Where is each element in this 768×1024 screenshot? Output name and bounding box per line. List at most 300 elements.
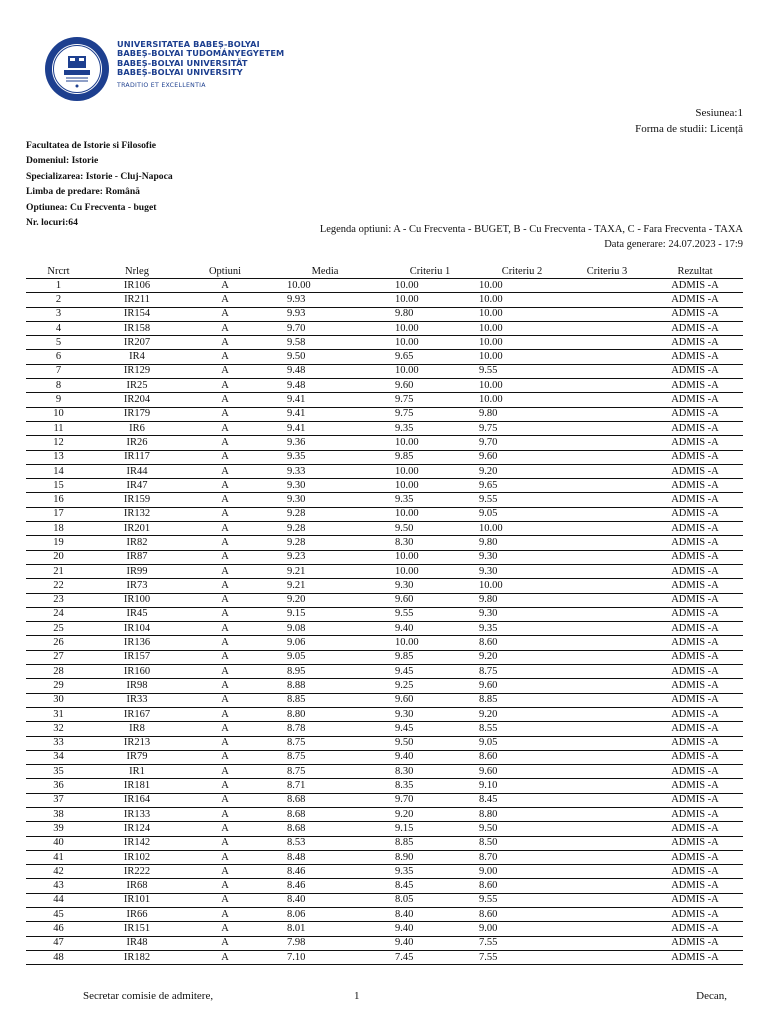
row-number: 22 (26, 579, 91, 593)
result: ADMIS -A (647, 807, 743, 821)
table-row (26, 793, 743, 807)
result: ADMIS -A (647, 679, 743, 693)
option-label: Optiunea: Cu Frecventa - buget (26, 201, 157, 213)
criterion-2: 8.60 (477, 879, 567, 893)
criterion-3 (567, 750, 647, 764)
registration-number: IR182 (91, 950, 183, 964)
option: A (183, 922, 267, 936)
criterion-3 (567, 607, 647, 621)
result: ADMIS -A (647, 550, 743, 564)
criterion-1: 10.00 (383, 293, 477, 307)
registration-number: IR129 (91, 364, 183, 378)
criterion-3 (567, 464, 647, 478)
average-grade: 8.68 (267, 807, 383, 821)
average-grade: 8.78 (267, 722, 383, 736)
registration-number: IR25 (91, 379, 183, 393)
average-grade: 9.36 (267, 436, 383, 450)
criterion-2: 8.60 (477, 750, 567, 764)
result: ADMIS -A (647, 536, 743, 550)
table-row (26, 493, 743, 507)
criterion-1: 10.00 (383, 364, 477, 378)
registration-number: IR82 (91, 536, 183, 550)
table-row (26, 693, 743, 707)
result: ADMIS -A (647, 350, 743, 364)
registration-number: IR104 (91, 622, 183, 636)
average-grade: 9.15 (267, 607, 383, 621)
criterion-1: 10.00 (383, 479, 477, 493)
result: ADMIS -A (647, 593, 743, 607)
criterion-3 (567, 936, 647, 950)
table-row (26, 736, 743, 750)
criterion-3 (567, 493, 647, 507)
row-number: 24 (26, 607, 91, 621)
option: A (183, 307, 267, 321)
row-number: 13 (26, 450, 91, 464)
result: ADMIS -A (647, 279, 743, 293)
option: A (183, 950, 267, 964)
row-number: 20 (26, 550, 91, 564)
criterion-3 (567, 850, 647, 864)
criterion-2: 9.55 (477, 364, 567, 378)
average-grade: 8.75 (267, 765, 383, 779)
row-number: 29 (26, 679, 91, 693)
option: A (183, 822, 267, 836)
criterion-1: 9.40 (383, 922, 477, 936)
option: A (183, 579, 267, 593)
criterion-2: 10.00 (477, 293, 567, 307)
criterion-3 (567, 679, 647, 693)
registration-number: IR154 (91, 307, 183, 321)
criterion-2: 9.20 (477, 650, 567, 664)
table-row (26, 393, 743, 407)
column-header: Criteriu 1 (383, 264, 477, 279)
criterion-2: 10.00 (477, 522, 567, 536)
row-number: 35 (26, 765, 91, 779)
criterion-3 (567, 893, 647, 907)
criterion-2: 9.20 (477, 464, 567, 478)
criterion-3 (567, 522, 647, 536)
criterion-2: 8.50 (477, 836, 567, 850)
row-number: 27 (26, 650, 91, 664)
criterion-2: 8.45 (477, 793, 567, 807)
criterion-1: 10.00 (383, 464, 477, 478)
option: A (183, 421, 267, 435)
table-row (26, 679, 743, 693)
option: A (183, 479, 267, 493)
registration-number: IR151 (91, 922, 183, 936)
criterion-1: 9.60 (383, 593, 477, 607)
criterion-3 (567, 650, 647, 664)
criterion-2: 9.30 (477, 550, 567, 564)
table-row (26, 321, 743, 335)
average-grade: 9.23 (267, 550, 383, 564)
average-grade: 9.08 (267, 622, 383, 636)
criterion-3 (567, 950, 647, 964)
option: A (183, 593, 267, 607)
registration-number: IR79 (91, 750, 183, 764)
criterion-1: 9.35 (383, 493, 477, 507)
result: ADMIS -A (647, 450, 743, 464)
option: A (183, 793, 267, 807)
table-row (26, 550, 743, 564)
criterion-1: 9.15 (383, 822, 477, 836)
result: ADMIS -A (647, 393, 743, 407)
criterion-1: 8.90 (383, 850, 477, 864)
criterion-2: 9.35 (477, 622, 567, 636)
criterion-2: 8.75 (477, 665, 567, 679)
option: A (183, 464, 267, 478)
option: A (183, 493, 267, 507)
result: ADMIS -A (647, 421, 743, 435)
row-number: 4 (26, 321, 91, 335)
criterion-2: 9.50 (477, 822, 567, 836)
criterion-1: 9.85 (383, 650, 477, 664)
criterion-1: 10.00 (383, 279, 477, 293)
criterion-3 (567, 922, 647, 936)
row-number: 21 (26, 564, 91, 578)
table-row (26, 950, 743, 964)
result: ADMIS -A (647, 793, 743, 807)
result: ADMIS -A (647, 479, 743, 493)
registration-number: IR179 (91, 407, 183, 421)
average-grade: 8.53 (267, 836, 383, 850)
row-number: 30 (26, 693, 91, 707)
criterion-2: 7.55 (477, 936, 567, 950)
table-row (26, 479, 743, 493)
average-grade: 7.98 (267, 936, 383, 950)
criterion-3 (567, 336, 647, 350)
row-number: 26 (26, 636, 91, 650)
option: A (183, 379, 267, 393)
criterion-1: 9.50 (383, 736, 477, 750)
row-number: 11 (26, 421, 91, 435)
criterion-1: 9.75 (383, 407, 477, 421)
average-grade: 9.30 (267, 493, 383, 507)
criterion-2: 10.00 (477, 393, 567, 407)
criterion-2: 8.60 (477, 908, 567, 922)
result: ADMIS -A (647, 722, 743, 736)
result: ADMIS -A (647, 293, 743, 307)
table-row (26, 279, 743, 293)
criterion-3 (567, 793, 647, 807)
table-row (26, 564, 743, 578)
option: A (183, 807, 267, 821)
result: ADMIS -A (647, 307, 743, 321)
criterion-2: 10.00 (477, 350, 567, 364)
criterion-1: 9.40 (383, 622, 477, 636)
table-row (26, 807, 743, 821)
criterion-1: 8.35 (383, 779, 477, 793)
row-number: 2 (26, 293, 91, 307)
teaching-language-label: Limba de predare: Română (26, 186, 140, 198)
criterion-2: 9.65 (477, 479, 567, 493)
criterion-3 (567, 279, 647, 293)
result: ADMIS -A (647, 665, 743, 679)
university-seal-logo (44, 36, 110, 102)
criterion-1: 9.70 (383, 793, 477, 807)
criterion-3 (567, 879, 647, 893)
table-row (26, 936, 743, 950)
registration-number: IR100 (91, 593, 183, 607)
criterion-2: 9.55 (477, 893, 567, 907)
average-grade: 9.20 (267, 593, 383, 607)
criterion-2: 10.00 (477, 379, 567, 393)
registration-number: IR66 (91, 908, 183, 922)
option: A (183, 707, 267, 721)
criterion-2: 9.60 (477, 450, 567, 464)
row-number: 3 (26, 307, 91, 321)
result: ADMIS -A (647, 707, 743, 721)
average-grade: 9.28 (267, 536, 383, 550)
result: ADMIS -A (647, 407, 743, 421)
registration-number: IR124 (91, 822, 183, 836)
criterion-2: 10.00 (477, 579, 567, 593)
criterion-1: 9.20 (383, 807, 477, 821)
university-name-de: BABEȘ-BOLYAI UNIVERSITÄT (117, 57, 248, 68)
criterion-3 (567, 622, 647, 636)
session-label: Sesiunea:1 (695, 107, 743, 119)
option: A (183, 436, 267, 450)
result: ADMIS -A (647, 736, 743, 750)
table-row (26, 779, 743, 793)
option: A (183, 936, 267, 950)
registration-number: IR98 (91, 679, 183, 693)
row-number: 37 (26, 793, 91, 807)
registration-number: IR47 (91, 479, 183, 493)
criterion-1: 10.00 (383, 336, 477, 350)
criterion-1: 9.60 (383, 693, 477, 707)
criterion-1: 9.30 (383, 579, 477, 593)
criterion-2: 9.30 (477, 607, 567, 621)
average-grade: 9.50 (267, 350, 383, 364)
criterion-1: 8.45 (383, 879, 477, 893)
registration-number: IR1 (91, 765, 183, 779)
registration-number: IR211 (91, 293, 183, 307)
registration-number: IR213 (91, 736, 183, 750)
result: ADMIS -A (647, 879, 743, 893)
registration-number: IR48 (91, 936, 183, 950)
criterion-2: 9.60 (477, 679, 567, 693)
table-row (26, 850, 743, 864)
row-number: 6 (26, 350, 91, 364)
row-number: 1 (26, 279, 91, 293)
table-row (26, 407, 743, 421)
result: ADMIS -A (647, 336, 743, 350)
registration-number: IR68 (91, 879, 183, 893)
average-grade: 9.35 (267, 450, 383, 464)
average-grade: 10.00 (267, 279, 383, 293)
table-row (26, 607, 743, 621)
option: A (183, 765, 267, 779)
row-number: 46 (26, 922, 91, 936)
table-row (26, 293, 743, 307)
result: ADMIS -A (647, 579, 743, 593)
result: ADMIS -A (647, 507, 743, 521)
criterion-3 (567, 393, 647, 407)
table-row (26, 350, 743, 364)
registration-number: IR160 (91, 665, 183, 679)
university-motto: TRADITIO ET EXCELLENTIA (117, 81, 206, 89)
result: ADMIS -A (647, 364, 743, 378)
criterion-1: 8.40 (383, 908, 477, 922)
registration-number: IR6 (91, 421, 183, 435)
row-number: 19 (26, 536, 91, 550)
criterion-3 (567, 908, 647, 922)
option: A (183, 679, 267, 693)
criterion-1: 9.40 (383, 750, 477, 764)
row-number: 8 (26, 379, 91, 393)
registration-number: IR33 (91, 693, 183, 707)
average-grade: 9.48 (267, 364, 383, 378)
result: ADMIS -A (647, 650, 743, 664)
criterion-3 (567, 865, 647, 879)
option: A (183, 350, 267, 364)
criterion-2: 8.70 (477, 850, 567, 864)
criterion-2: 10.00 (477, 307, 567, 321)
average-grade: 9.70 (267, 321, 383, 335)
registration-number: IR132 (91, 507, 183, 521)
average-grade: 8.48 (267, 850, 383, 864)
table-row (26, 436, 743, 450)
table-row (26, 507, 743, 521)
criterion-1: 7.45 (383, 950, 477, 964)
criterion-1: 10.00 (383, 321, 477, 335)
table-row (26, 336, 743, 350)
result: ADMIS -A (647, 693, 743, 707)
row-number: 36 (26, 779, 91, 793)
criterion-3 (567, 579, 647, 593)
places-count-label: Nr. locuri:64 (26, 217, 78, 229)
university-name-en: BABEȘ-BOLYAI UNIVERSITY (117, 67, 243, 78)
option: A (183, 865, 267, 879)
result: ADMIS -A (647, 379, 743, 393)
registration-number: IR159 (91, 493, 183, 507)
average-grade: 7.10 (267, 950, 383, 964)
criterion-3 (567, 707, 647, 721)
option: A (183, 636, 267, 650)
option: A (183, 650, 267, 664)
registration-number: IR101 (91, 893, 183, 907)
registration-number: IR157 (91, 650, 183, 664)
criterion-3 (567, 436, 647, 450)
criterion-2: 9.10 (477, 779, 567, 793)
result: ADMIS -A (647, 822, 743, 836)
row-number: 28 (26, 665, 91, 679)
table-row (26, 893, 743, 907)
option: A (183, 364, 267, 378)
registration-number: IR4 (91, 350, 183, 364)
criterion-3 (567, 636, 647, 650)
study-form-label: Forma de studii: Licență (635, 123, 743, 135)
criterion-1: 9.85 (383, 450, 477, 464)
criterion-2: 10.00 (477, 336, 567, 350)
table-header-row (26, 264, 743, 279)
criterion-3 (567, 536, 647, 550)
criterion-1: 8.85 (383, 836, 477, 850)
row-number: 15 (26, 479, 91, 493)
result: ADMIS -A (647, 893, 743, 907)
table-row (26, 765, 743, 779)
criterion-1: 9.25 (383, 679, 477, 693)
criterion-1: 10.00 (383, 507, 477, 521)
result: ADMIS -A (647, 936, 743, 950)
criterion-3 (567, 807, 647, 821)
table-row (26, 522, 743, 536)
criterion-3 (567, 564, 647, 578)
criterion-3 (567, 550, 647, 564)
average-grade: 9.93 (267, 293, 383, 307)
average-grade: 8.88 (267, 679, 383, 693)
result: ADMIS -A (647, 607, 743, 621)
criterion-1: 9.35 (383, 865, 477, 879)
result: ADMIS -A (647, 836, 743, 850)
table-row (26, 908, 743, 922)
registration-number: IR204 (91, 393, 183, 407)
option: A (183, 722, 267, 736)
results-table (26, 264, 743, 965)
average-grade: 8.80 (267, 707, 383, 721)
option: A (183, 893, 267, 907)
criterion-1: 9.30 (383, 707, 477, 721)
table-row (26, 464, 743, 478)
criterion-2: 9.80 (477, 593, 567, 607)
table-row (26, 836, 743, 850)
registration-number: IR136 (91, 636, 183, 650)
criterion-3 (567, 765, 647, 779)
criterion-1: 8.05 (383, 893, 477, 907)
criterion-3 (567, 350, 647, 364)
option: A (183, 836, 267, 850)
registration-number: IR201 (91, 522, 183, 536)
criterion-3 (567, 507, 647, 521)
criterion-3 (567, 779, 647, 793)
average-grade: 8.75 (267, 736, 383, 750)
column-header: Nrcrt (26, 264, 91, 279)
criterion-1: 9.40 (383, 936, 477, 950)
table-row (26, 665, 743, 679)
criterion-2: 9.70 (477, 436, 567, 450)
row-number: 33 (26, 736, 91, 750)
average-grade: 8.68 (267, 793, 383, 807)
average-grade: 9.05 (267, 650, 383, 664)
average-grade: 9.41 (267, 407, 383, 421)
average-grade: 9.21 (267, 564, 383, 578)
average-grade: 8.40 (267, 893, 383, 907)
criterion-3 (567, 293, 647, 307)
registration-number: IR117 (91, 450, 183, 464)
criterion-2: 10.00 (477, 321, 567, 335)
criterion-3 (567, 407, 647, 421)
option: A (183, 750, 267, 764)
registration-number: IR164 (91, 793, 183, 807)
registration-number: IR26 (91, 436, 183, 450)
option: A (183, 522, 267, 536)
registration-number: IR158 (91, 321, 183, 335)
average-grade: 9.48 (267, 379, 383, 393)
criterion-1: 8.30 (383, 536, 477, 550)
table-row (26, 622, 743, 636)
row-number: 39 (26, 822, 91, 836)
registration-number: IR87 (91, 550, 183, 564)
dean-signature-label: Decan, (696, 990, 727, 1002)
table-row (26, 650, 743, 664)
criterion-2: 9.20 (477, 707, 567, 721)
criterion-3 (567, 665, 647, 679)
table-row (26, 364, 743, 378)
option: A (183, 279, 267, 293)
row-number: 47 (26, 936, 91, 950)
option: A (183, 507, 267, 521)
